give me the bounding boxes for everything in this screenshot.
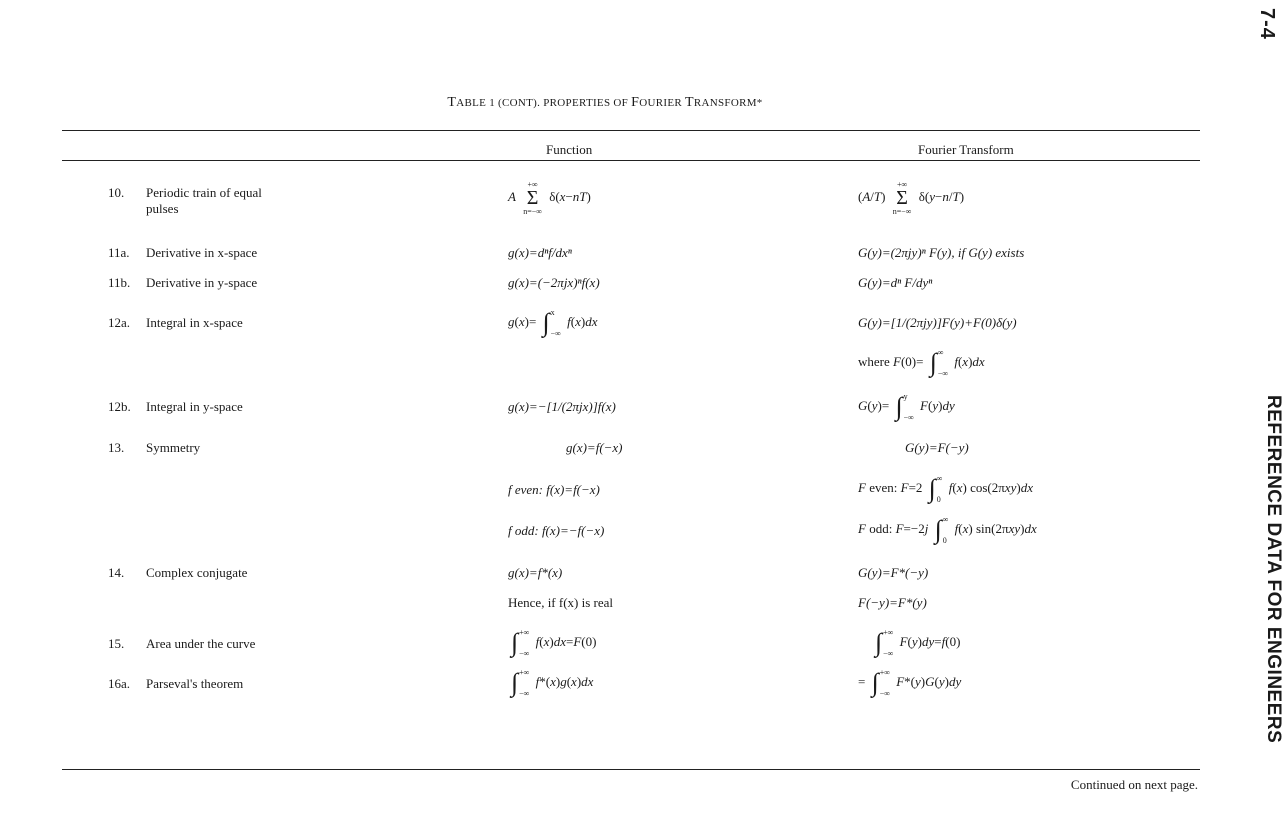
row-label-11a — [108, 245, 328, 261]
function-14-note: Hence, if f(x) is real — [508, 595, 614, 610]
table-header-rule — [62, 160, 1200, 161]
table-top-rule — [62, 130, 1200, 131]
transform-15: ∫ +∞ −∞ F(y)dy=f(0) — [875, 628, 961, 658]
row-text: Symmetry — [146, 440, 201, 455]
transform-12b: G(y)= ∫ y −∞ F(y)dy — [858, 392, 955, 422]
row-label-12a — [108, 315, 328, 331]
transform-11b: G(y)=dⁿ F/dyⁿ — [858, 275, 933, 290]
transform-12a: G(y)=[1/(2πjy)]F(y)+F(0)δ(y) — [858, 315, 1017, 330]
row-label-10 — [108, 185, 328, 217]
function-16a: ∫ +∞ −∞ f*(x)g(x)dx — [511, 668, 594, 698]
row-number: 10. — [108, 185, 125, 200]
row-text: Area under the curve — [146, 636, 256, 651]
row-number: 13. — [108, 440, 125, 455]
row-text: Parseval's theorem — [146, 676, 244, 691]
transform-13: G(y)=F(−y) — [905, 440, 969, 455]
row-number: 15. — [108, 636, 125, 651]
row-text: Complex conjugate — [146, 565, 248, 580]
transform-13-even: F even: F=2 ∫ ∞ 0 f(x) cos(2πxy)dx — [858, 474, 1033, 504]
function-15: ∫ +∞ −∞ f(x)dx=F(0) — [511, 628, 597, 658]
table-caption — [0, 95, 1210, 111]
row-number: 16a. — [108, 676, 131, 691]
transform-12a-where: where F(0)= ∫ ∞ −∞ f(x)dx — [858, 348, 985, 378]
function-11a: g(x)=dⁿf/dxⁿ — [508, 245, 572, 260]
function-12a: g(x)= ∫ x −∞ f(x)dx — [508, 308, 598, 338]
row-text: Periodic train of equal — [146, 185, 262, 200]
row-text: Integral in x-space — [146, 315, 243, 330]
row-label-12b — [108, 399, 328, 415]
transform-14-note: F(−y)=F*(y) — [858, 595, 927, 610]
function-11b: g(x)=(−2πjx)ⁿf(x) — [508, 275, 600, 290]
running-head: REFERENCE DATA FOR ENGINEERS — [1263, 395, 1284, 744]
function-13: g(x)=f(−x) — [566, 440, 623, 455]
row-text: pulses — [146, 201, 179, 216]
row-number: 11b. — [108, 275, 131, 290]
caption-part: T — [685, 95, 694, 110]
row-number: 11a. — [108, 245, 130, 260]
row-text: Integral in y-space — [146, 399, 243, 414]
row-label-11b — [108, 275, 328, 291]
row-number: 12b. — [108, 399, 131, 414]
transform-10: (A/T) +∞ Σ n=−∞ δ(y−n/T) — [858, 180, 965, 216]
function-12b: g(x)=−[1/(2πjx)]f(x) — [508, 399, 616, 414]
transform-16a: = ∫ +∞ −∞ F*(y)G(y)dy — [858, 668, 962, 698]
function-14: g(x)=f*(x) — [508, 565, 563, 580]
table-bottom-rule — [62, 769, 1200, 770]
function-13-even: f even: f(x)=f(−x) — [508, 482, 600, 497]
column-header-transform: Fourier Transform — [918, 142, 1014, 157]
caption-part: F — [631, 95, 640, 110]
caption-part: ABLE 1 (CONT). P — [456, 97, 550, 109]
row-text: Derivative in y-space — [146, 275, 258, 290]
page-number: 7-4 — [1256, 8, 1278, 40]
row-label-13 — [108, 440, 328, 456]
function-13-odd: f odd: f(x)=−f(−x) — [508, 523, 605, 538]
column-header-function: Function — [546, 142, 593, 157]
caption-part: OURIER — [639, 97, 686, 109]
transform-11a: G(y)=(2πjy)ⁿ F(y), if G(y) exists — [858, 245, 1025, 260]
caption-part: RANSFORM* — [693, 97, 763, 109]
transform-14: G(y)=F*(−y) — [858, 565, 929, 580]
row-text: Derivative in x-space — [146, 245, 258, 260]
row-label-15 — [108, 636, 328, 652]
function-10: A +∞ Σ n=−∞ δ(x−nT) — [508, 180, 591, 216]
row-number: 14. — [108, 565, 125, 580]
transform-13-odd: F odd: F=−2j ∫ ∞ 0 f(x) sin(2πxy)dx — [858, 515, 1037, 545]
caption-part: ROPERTIES OF — [549, 97, 632, 109]
row-label-16a — [108, 676, 328, 692]
continued-note: Continued on next page. — [1070, 777, 1198, 792]
row-label-14 — [108, 565, 328, 581]
caption-part: T — [447, 95, 457, 110]
row-number: 12a. — [108, 315, 131, 330]
